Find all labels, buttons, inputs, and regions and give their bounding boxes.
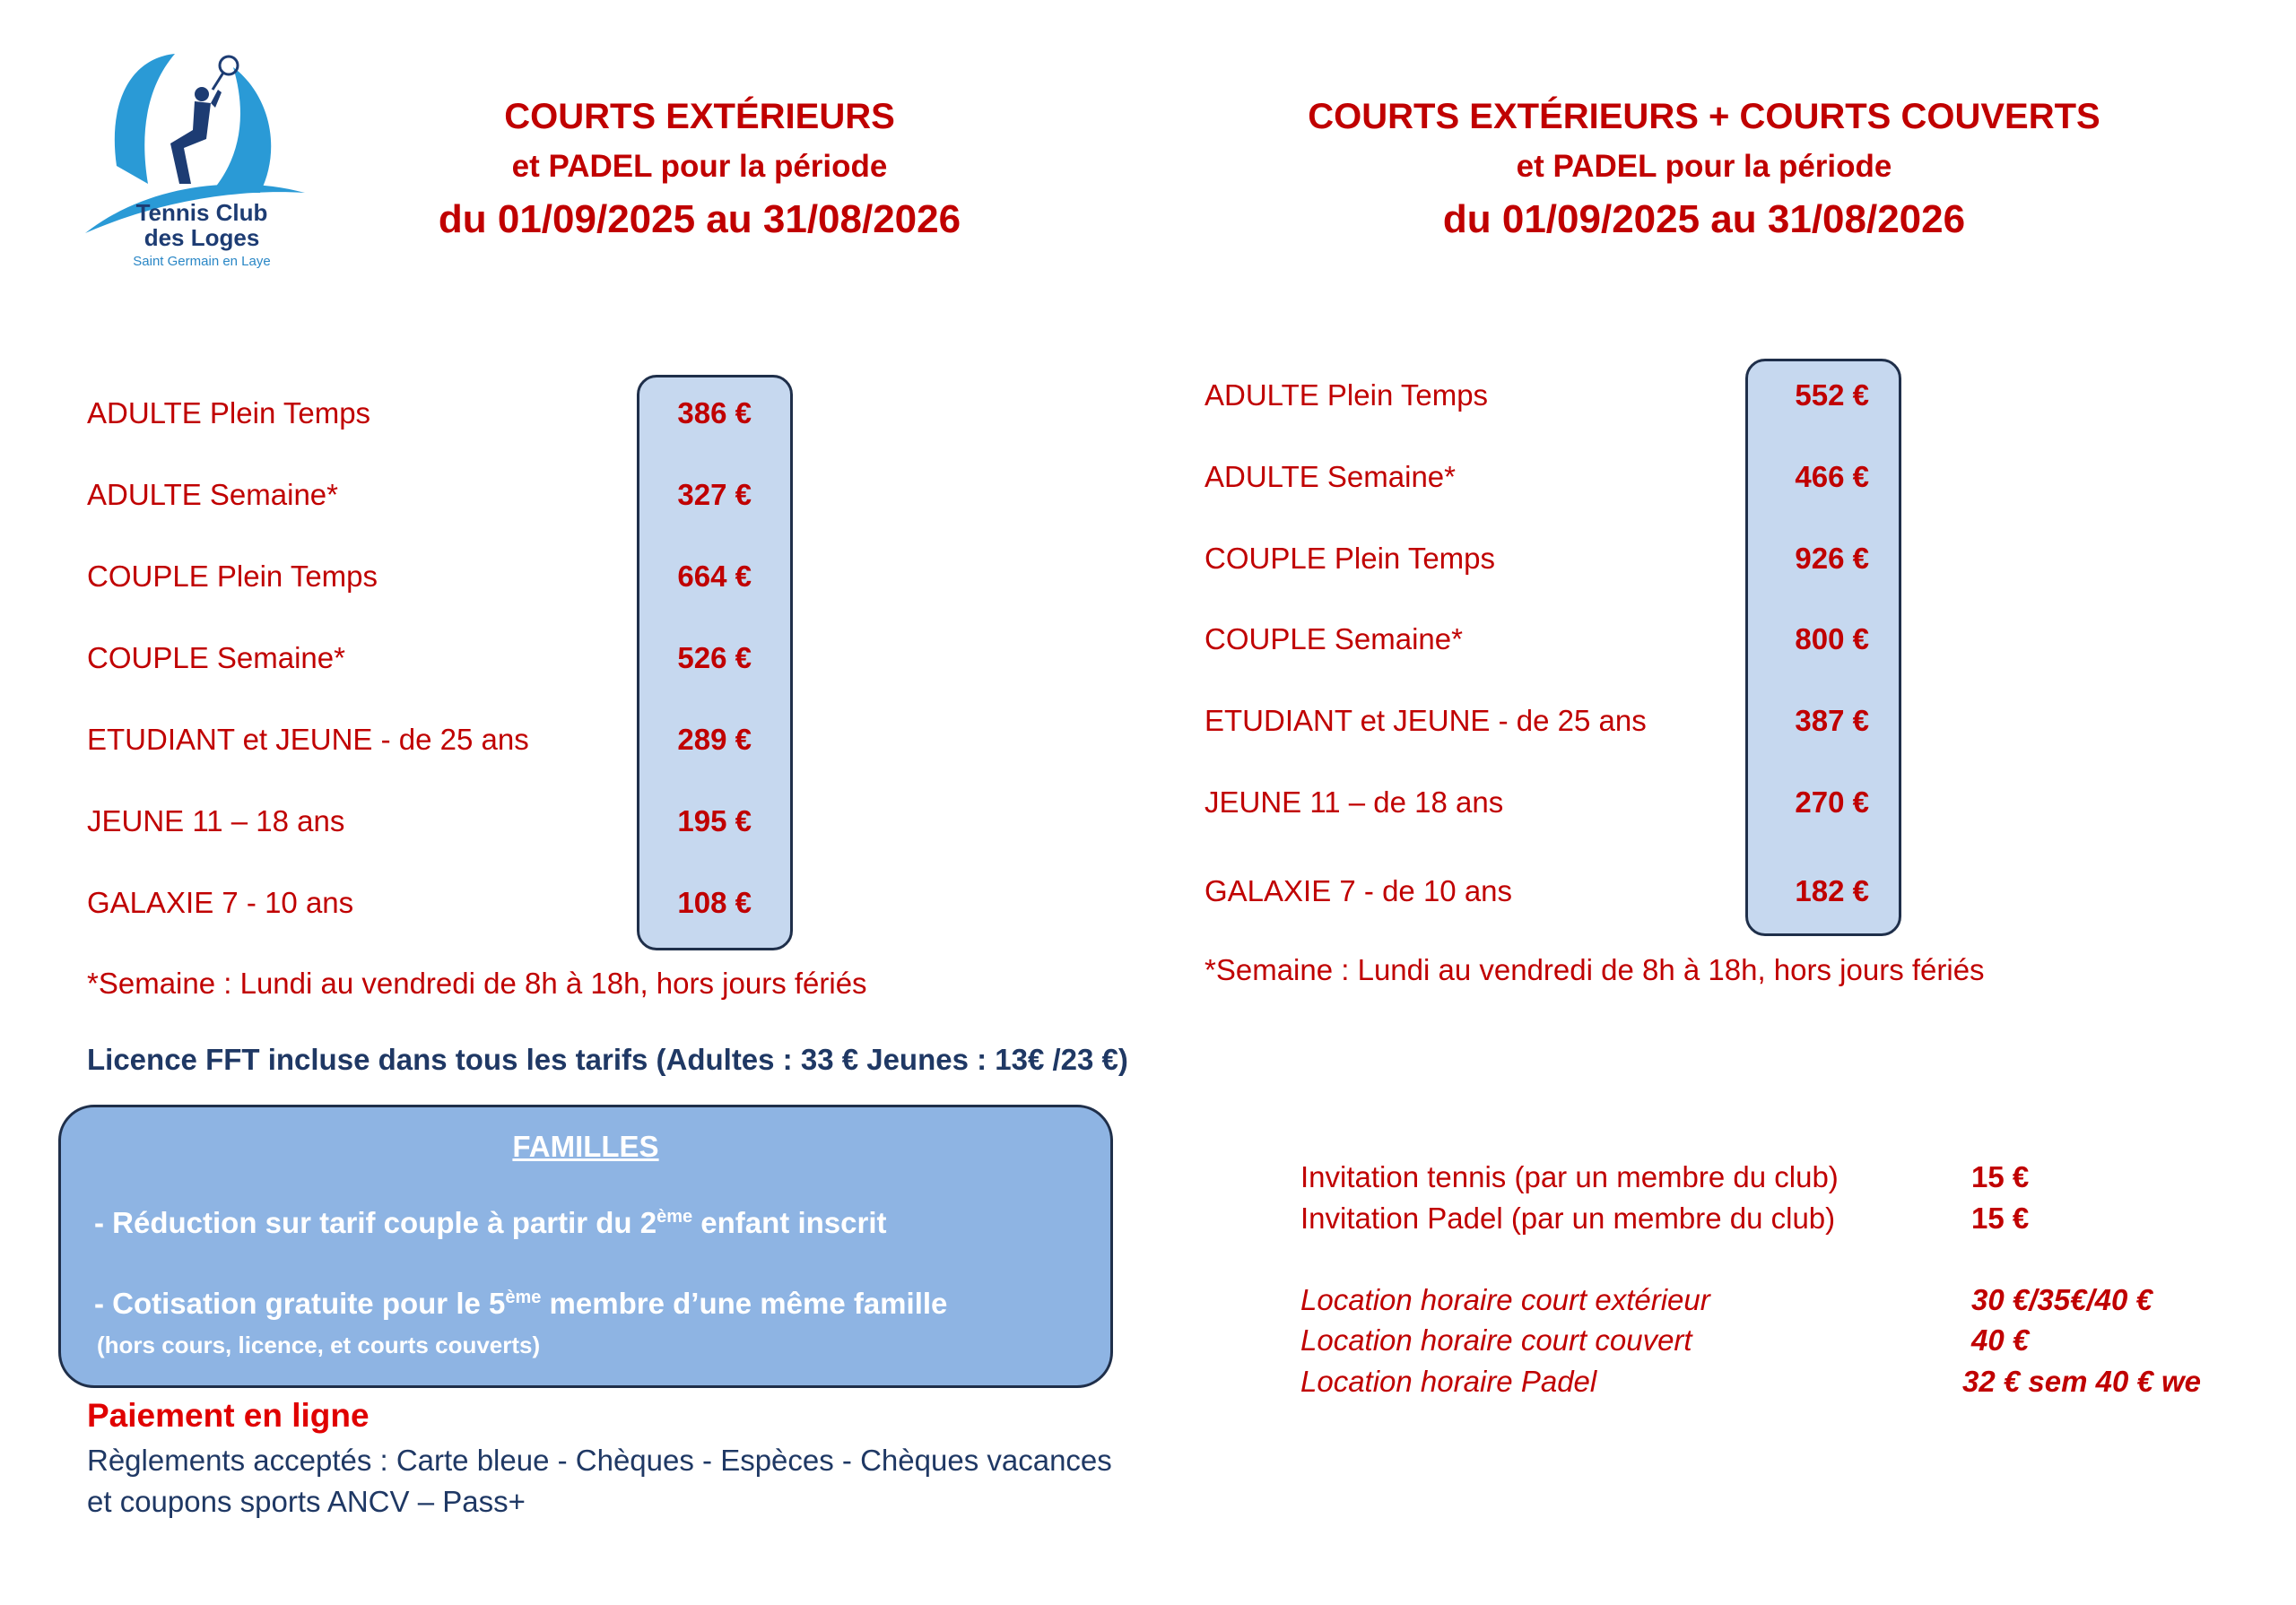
right-header-subtitle: et PADEL pour la période xyxy=(1516,149,1892,184)
left-row-label: COUPLE Plein Temps xyxy=(87,560,378,593)
familles-title: FAMILLES xyxy=(512,1130,659,1163)
right-header-period: du 01/09/2025 au 31/08/2026 xyxy=(1442,197,1966,241)
left-row-price: 664 € xyxy=(677,560,752,593)
club-logo xyxy=(76,49,318,282)
left-row-label: GALAXIE 7 - 10 ans xyxy=(87,886,354,919)
invitation-padel-label: Invitation Padel (par un membre du club) xyxy=(1300,1202,1836,1235)
right-row-label: GALAXIE 7 - de 10 ans xyxy=(1205,874,1513,907)
right-row-label: ETUDIANT et JEUNE - de 25 ans xyxy=(1205,704,1647,737)
left-row-label: ADULTE Plein Temps xyxy=(87,396,371,429)
right-semaine-note: *Semaine : Lundi au vendredi de 8h à 18h, hors jours fériés xyxy=(1205,953,1985,986)
left-row-price: 526 € xyxy=(677,641,752,674)
right-row-price: 800 € xyxy=(1795,622,1869,655)
logo-city: Saint Germain en Laye xyxy=(133,254,271,269)
familles-gratuite-line xyxy=(94,1287,947,1321)
logo-club-name xyxy=(135,200,269,250)
reglements-line1: Règlements acceptés : Carte bleue - Chèques - Espèces - Chèques vacances xyxy=(87,1444,1112,1477)
familles-box xyxy=(58,1105,1113,1388)
right-row-price: 182 € xyxy=(1795,874,1869,907)
location-exterieur-label: Location horaire court extérieur xyxy=(1300,1283,1710,1316)
invitation-tennis-price: 15 € xyxy=(1971,1160,2030,1193)
familles-line1-sup: ème xyxy=(657,1207,693,1227)
right-row-price: 387 € xyxy=(1795,704,1869,737)
familles-reduction-line xyxy=(94,1206,887,1240)
logo-name-line1: Tennis Club xyxy=(135,199,268,226)
left-row-price: 108 € xyxy=(677,886,752,919)
right-row-label: ADULTE Semaine* xyxy=(1205,460,1457,493)
left-semaine-note: *Semaine : Lundi au vendredi de 8h à 18h, hors jours fériés xyxy=(87,967,867,1000)
familles-line1-end: enfant inscrit xyxy=(692,1206,887,1239)
left-row-label: ADULTE Semaine* xyxy=(87,478,339,511)
reglements-line2: et coupons sports ANCV – Pass+ xyxy=(87,1485,526,1518)
right-row-label: COUPLE Semaine* xyxy=(1205,622,1463,655)
right-header xyxy=(1256,91,2152,247)
invitation-padel-price: 15 € xyxy=(1971,1202,2030,1235)
right-row-label: COUPLE Plein Temps xyxy=(1205,542,1496,575)
left-row-label: COUPLE Semaine* xyxy=(87,641,345,674)
familles-exclusions: (hors cours, licence, et courts couverts) xyxy=(97,1332,541,1358)
right-header-title: COURTS EXTÉRIEURS + COURTS COUVERTS xyxy=(1308,97,2100,136)
familles-line2-text: - Cotisation gratuite pour le 5 xyxy=(94,1287,506,1320)
left-header-period: du 01/09/2025 au 31/08/2026 xyxy=(438,197,961,241)
paiement-title: Paiement en ligne xyxy=(87,1397,370,1434)
left-header-subtitle: et PADEL pour la période xyxy=(511,149,888,184)
licence-note: Licence FFT incluse dans tous les tarifs (Adultes : 33 € Jeunes : 13€ /23 €) xyxy=(87,1043,1128,1076)
logo-name-line2: des Loges xyxy=(144,224,260,251)
left-row-price: 327 € xyxy=(677,478,752,511)
location-exterieur-price: 30 €/35€/40 € xyxy=(1971,1283,2152,1316)
right-row-price: 926 € xyxy=(1795,542,1869,575)
left-row-price: 195 € xyxy=(677,804,752,837)
location-padel-label: Location horaire Padel xyxy=(1300,1365,1597,1398)
right-row-label: ADULTE Plein Temps xyxy=(1205,378,1489,412)
invitation-tennis-label: Invitation tennis (par un membre du club) xyxy=(1300,1160,1839,1193)
location-couvert-price: 40 € xyxy=(1971,1323,2030,1357)
left-header xyxy=(386,91,1013,247)
left-row-price: 289 € xyxy=(677,723,752,756)
right-row-label: JEUNE 11 – de 18 ans xyxy=(1205,785,1504,819)
right-row-price: 466 € xyxy=(1795,460,1869,493)
familles-line1-text: - Réduction sur tarif couple à partir du 2 xyxy=(94,1206,657,1239)
right-row-price: 270 € xyxy=(1795,785,1869,819)
left-header-title: COURTS EXTÉRIEURS xyxy=(504,97,895,136)
location-couvert-label: Location horaire court couvert xyxy=(1300,1323,1692,1357)
familles-line2-sup: ème xyxy=(505,1288,542,1307)
left-row-price: 386 € xyxy=(677,396,752,429)
familles-line2-end: membre d’une même famille xyxy=(541,1287,948,1320)
left-row-label: JEUNE 11 – 18 ans xyxy=(87,804,345,837)
location-padel-price: 32 € sem 40 € we xyxy=(1962,1365,2202,1398)
left-row-label: ETUDIANT et JEUNE - de 25 ans xyxy=(87,723,529,756)
right-row-price: 552 € xyxy=(1795,378,1869,412)
